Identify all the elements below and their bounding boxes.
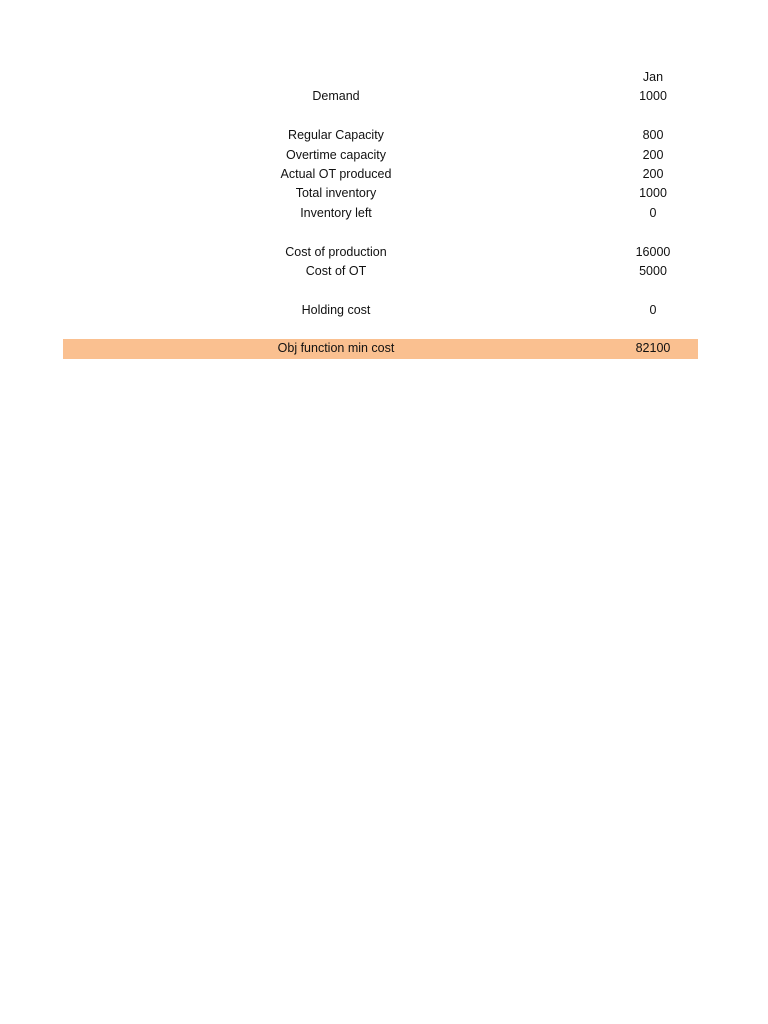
- row-label[interactable]: Holding cost: [301, 302, 371, 317]
- row-label[interactable]: Cost of production: [285, 244, 387, 259]
- empty-row: [63, 281, 698, 300]
- table-row: [63, 146, 698, 165]
- row-value[interactable]: 800: [642, 128, 664, 143]
- table-row: [63, 204, 698, 223]
- row-label[interactable]: Regular Capacity: [288, 128, 384, 143]
- objective-function-value[interactable]: 82100: [635, 341, 671, 356]
- row-label[interactable]: Inventory left: [300, 205, 372, 220]
- table-row: [63, 301, 698, 320]
- table-row: [63, 165, 698, 184]
- spreadsheet-area: [63, 68, 698, 359]
- objective-function-row: [63, 339, 698, 358]
- row-value[interactable]: 16000: [635, 244, 671, 259]
- table-row: [63, 87, 698, 106]
- row-label[interactable]: Total inventory: [295, 186, 377, 201]
- empty-row: [63, 107, 698, 126]
- row-label[interactable]: Overtime capacity: [285, 147, 387, 162]
- month-column-header[interactable]: Jan: [642, 70, 664, 84]
- row-value[interactable]: 200: [642, 166, 664, 181]
- table-row: [63, 262, 698, 281]
- row-value[interactable]: 1000: [639, 186, 667, 201]
- table-row: [63, 184, 698, 203]
- row-value[interactable]: 0: [649, 302, 657, 317]
- row-value[interactable]: 5000: [639, 263, 667, 278]
- row-label[interactable]: Actual OT produced: [280, 166, 392, 181]
- objective-function-label[interactable]: Obj function min cost: [277, 341, 395, 356]
- row-value[interactable]: 200: [642, 147, 664, 162]
- empty-row: [63, 320, 698, 339]
- empty-row: [63, 223, 698, 242]
- table-row: [63, 126, 698, 145]
- row-value[interactable]: 1000: [639, 89, 667, 104]
- row-label[interactable]: Demand: [312, 89, 360, 104]
- header-row: [63, 68, 698, 87]
- row-value[interactable]: 0: [649, 205, 657, 220]
- row-label[interactable]: Cost of OT: [305, 263, 367, 278]
- table-row: [63, 243, 698, 262]
